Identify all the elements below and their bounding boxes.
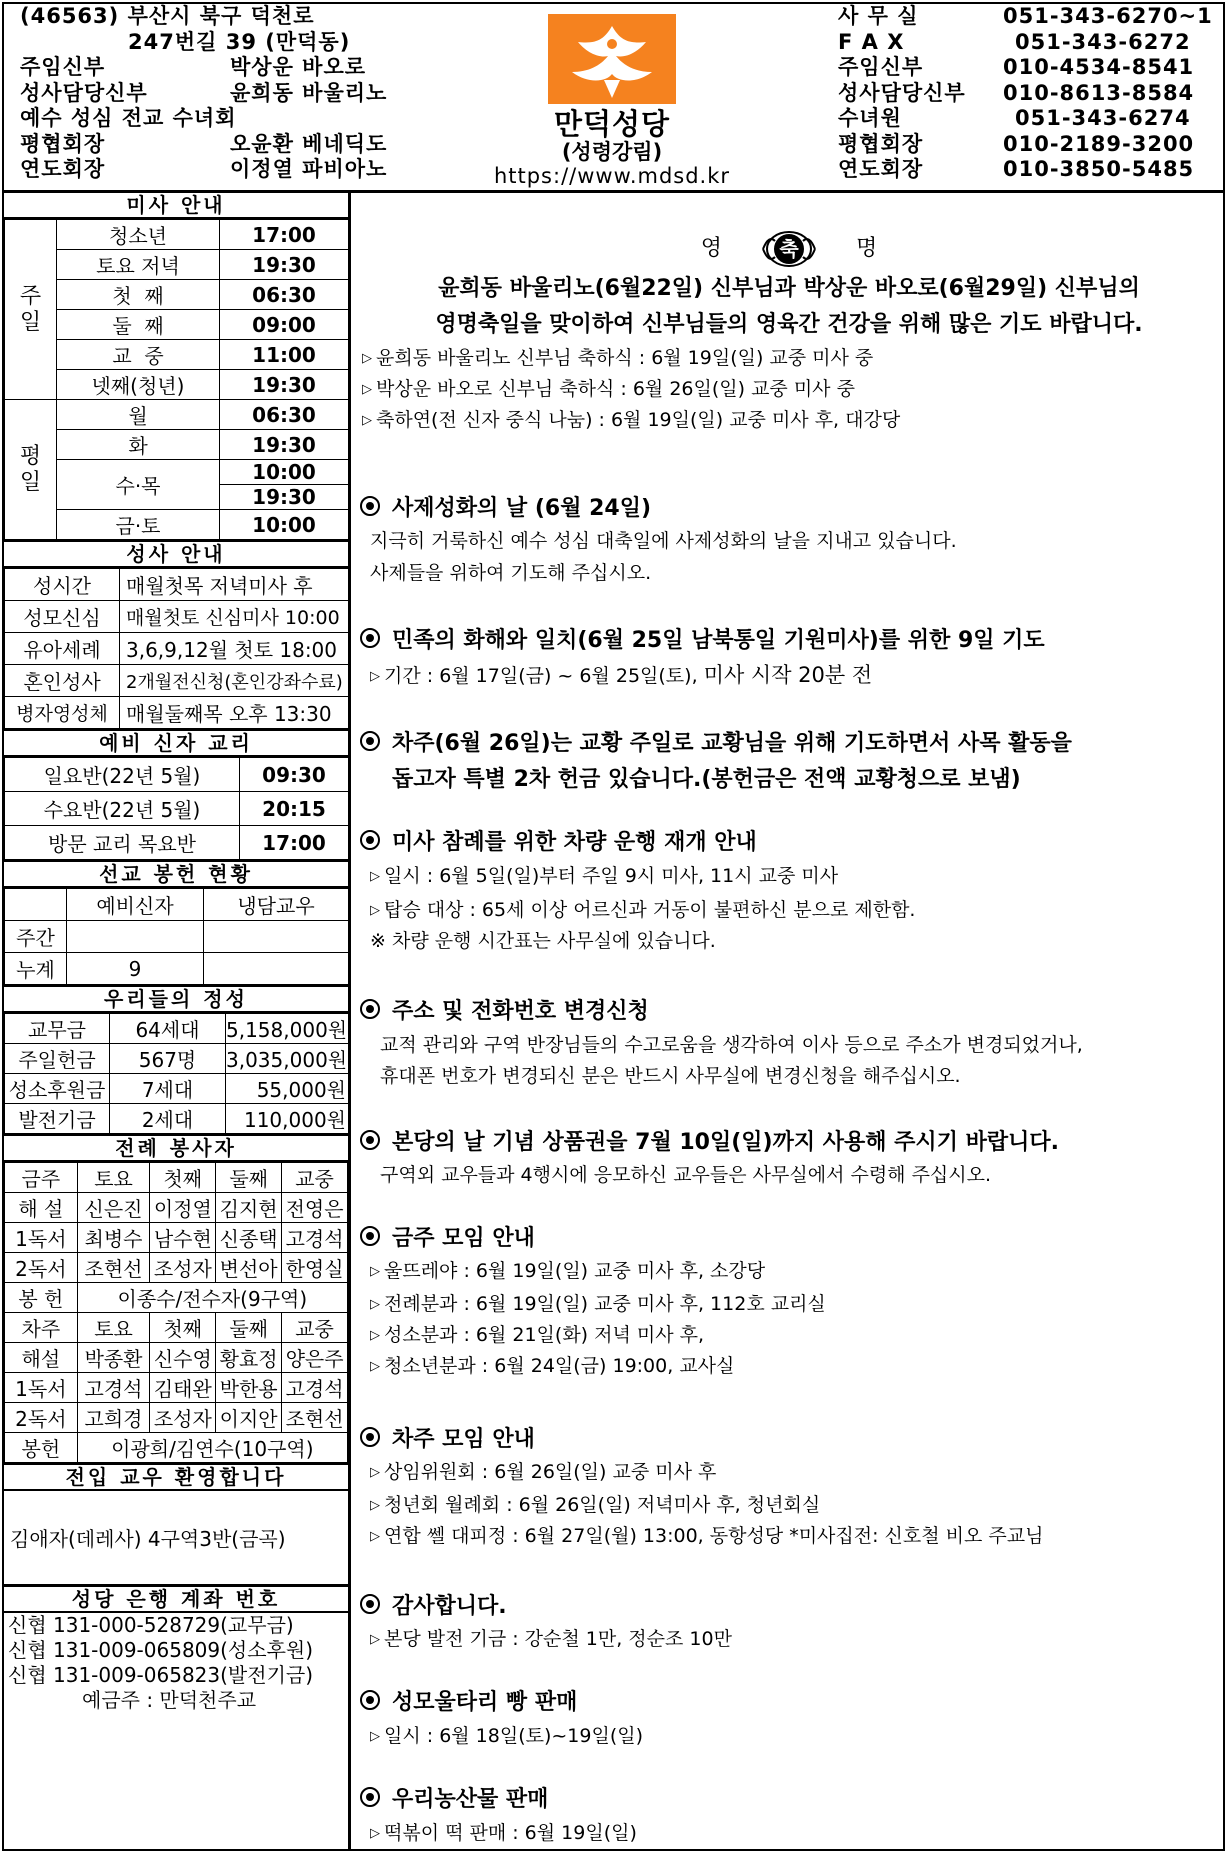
sacrament-name: 혼인성사 xyxy=(5,665,120,697)
liturgy-person: 고경석 xyxy=(77,1373,150,1403)
bullet-circle-icon xyxy=(360,1130,380,1150)
liturgy-person: 조현선 xyxy=(77,1253,150,1283)
priest-day-notice xyxy=(356,494,1222,587)
catechism-name: 일요반(22년 5월) xyxy=(5,758,240,792)
mass-name: 교 중 xyxy=(57,340,220,370)
notice-heading: 사제성화의 날 (6월 24일) xyxy=(356,494,1222,524)
liturgy-role: 해 설 xyxy=(5,1193,78,1223)
staff-name: 오윤환 베네딕도 xyxy=(230,131,388,156)
catechism-time: 17:00 xyxy=(240,826,349,860)
notice-line: 사제들을 위하여 기도해 주십시오. xyxy=(370,562,652,584)
notice-heading: 감사합니다. xyxy=(356,1592,1222,1622)
liturgy-person: 황효정 xyxy=(216,1343,282,1373)
notice-heading: 주소 및 전화번호 변경신청 xyxy=(356,997,1222,1027)
liturgy-person: 조성자 xyxy=(150,1253,216,1283)
mission-row-label: 주간 xyxy=(5,921,67,953)
offering-amount: 55,000원 xyxy=(226,1074,349,1104)
thanks-notice xyxy=(356,1592,1222,1657)
sacrament-value: 매월첫목 저녁미사 후 xyxy=(120,569,349,601)
celebration-title: 영 축 명 xyxy=(356,229,1222,269)
parish-subtitle: (성령강림) xyxy=(561,140,663,164)
staff-role: 성사담당신부 xyxy=(20,80,148,105)
staff-row xyxy=(20,132,420,158)
catechism-time: 09:30 xyxy=(240,758,349,792)
mission-col-head: 냉담교우 xyxy=(204,889,349,921)
notice-line: 휴대폰 번호가 변경되신 분은 반드시 사무실에 변경신청을 해주십시오. xyxy=(380,1065,961,1087)
liturgy-head: 둘째 xyxy=(216,1163,282,1193)
celebration-line: 윤희동 바울리노(6월22일) 신부님과 박상운 바오로(6월29일) 신부님의 xyxy=(438,276,1140,301)
notice-note: ※ 차량 운행 시간표는 사무실에 있습니다. xyxy=(370,930,716,952)
liturgy-person: 남수현 xyxy=(150,1223,216,1253)
notice-line: 교적 관리와 구역 반장님들의 수고로움을 생각하여 이사 등으로 주소가 변경되었거나, xyxy=(380,1034,1083,1056)
liturgy-person: 고희경 xyxy=(77,1403,150,1433)
contact-label: 성사담당신부 xyxy=(838,80,966,105)
mass-name: 토요 저녁 xyxy=(57,250,220,280)
bank-account: 신협 131-009-065809(성소후원) xyxy=(8,1638,314,1662)
bullet-circle-icon xyxy=(360,496,380,516)
welcome-section-title: 전입 교우 환영합니다 xyxy=(4,1463,348,1491)
contact-label: 주임신부 xyxy=(838,55,924,79)
liturgy-offer-value: 이종수/전수자(9구역) xyxy=(77,1283,347,1313)
contact-label: 평협회장 xyxy=(838,131,924,156)
notice-heading: 민족의 화해와 일치(6월 25일 남북통일 기원미사)를 위한 9일 기도 xyxy=(356,626,1222,656)
bullet-circle-icon xyxy=(360,628,380,648)
parish-logo-block xyxy=(482,4,742,188)
mass-time: 11:00 xyxy=(220,340,349,370)
staff-name: 윤희동 바울리노 xyxy=(230,80,388,105)
mass-time: 06:30 xyxy=(220,400,349,430)
bullet-circle-icon xyxy=(360,731,380,751)
sacrament-name: 유아세례 xyxy=(5,633,120,665)
liturgy-role: 해설 xyxy=(5,1343,78,1373)
notice-item: ▷ 울뜨레야 : 6월 19일(일) 교중 미사 후, 소강당 xyxy=(370,1260,766,1282)
staff-role: 연도회장 xyxy=(20,157,106,181)
contact-label: 사 무 실 xyxy=(838,4,919,28)
liturgy-head: 둘째 xyxy=(216,1313,282,1343)
liturgy-head: 차주 xyxy=(5,1313,78,1343)
liturgy-head: 토요 xyxy=(77,1163,150,1193)
contact-row xyxy=(838,132,1218,158)
liturgy-head: 첫째 xyxy=(150,1313,216,1343)
offering-name: 교무금 xyxy=(5,1014,110,1044)
bullet-circle-icon xyxy=(360,1226,380,1246)
offering-count: 64세대 xyxy=(110,1014,226,1044)
contact-label: F A X xyxy=(838,29,905,54)
offering-section-title: 우리들의 정성 xyxy=(4,985,348,1013)
mass-time: 17:00 xyxy=(220,220,349,250)
notice-line: 지극히 거룩하신 예수 성심 대축일에 사제성화의 날을 지내고 있습니다. xyxy=(370,530,957,552)
liturgy-role: 2독서 xyxy=(5,1403,78,1433)
celebration-line: 영명축일을 맞이하여 신부님들의 영육간 건강을 위해 많은 기도 바랍니다. xyxy=(435,312,1143,337)
catechism-table xyxy=(4,757,349,860)
reconciliation-notice xyxy=(356,626,1222,696)
bullet-circle-icon xyxy=(360,999,380,1019)
weekday-label: 평 일 xyxy=(5,400,57,540)
offering-count: 7세대 xyxy=(110,1074,226,1104)
staff-name: 박상운 바오로 xyxy=(230,55,367,79)
offering-amount: 3,035,000원 xyxy=(226,1044,349,1074)
mass-time: 10:00 xyxy=(220,510,349,540)
shuttle-notice xyxy=(356,828,1222,956)
mass-name: 첫 째 xyxy=(57,280,220,310)
mission-value: 9 xyxy=(67,953,204,985)
contact-row xyxy=(838,30,1218,56)
liturgy-person: 신은진 xyxy=(77,1193,150,1223)
staff-name: 이정열 파비아노 xyxy=(230,157,388,181)
liturgy-head: 교중 xyxy=(282,1313,348,1343)
liturgy-offer-value: 이광희/김연수(10구역) xyxy=(77,1433,347,1463)
contact-row xyxy=(838,157,1218,183)
offering-count: 2세대 xyxy=(110,1104,226,1134)
sacrament-name: 성모신심 xyxy=(5,601,120,633)
sacrament-name: 성시간 xyxy=(5,569,120,601)
parish-name: 만덕성당 xyxy=(553,107,671,141)
liturgy-person: 이지안 xyxy=(216,1403,282,1433)
notice-item: ▷ 탑승 대상 : 65세 이상 어르신과 거동이 불편하신 분으로 제한함. xyxy=(370,899,916,921)
mission-table xyxy=(4,888,349,985)
notice-heading: 차주 모임 안내 xyxy=(356,1425,1222,1455)
notice-heading: 금주 모임 안내 xyxy=(356,1224,1222,1254)
staff-role: 주임신부 xyxy=(20,55,106,79)
mass-section-title: 미사 안내 xyxy=(4,193,348,219)
notice-item: ▷ 일시 : 6월 5일(일)부터 주일 9시 미사, 11시 교중 미사 xyxy=(370,865,839,887)
bullet-circle-icon xyxy=(360,1690,380,1710)
notice-heading: 본당의 날 기념 상품권을 7월 10일(일)까지 사용해 주시기 바랍니다. xyxy=(356,1128,1222,1158)
mass-time: 06:30 xyxy=(220,280,349,310)
catechism-name: 방문 교리 목요반 xyxy=(5,826,240,860)
bullet-circle-icon xyxy=(360,1594,380,1614)
notice-item: ▷ 기간 : 6월 17일(금) ~ 6월 25일(토), 미사 시작 20분 전 xyxy=(370,663,873,687)
liturgy-section-title: 전례 봉사자 xyxy=(4,1134,348,1162)
bank-account: 신협 131-009-065823(발전기금) xyxy=(8,1663,314,1687)
bullet-circle-icon xyxy=(360,1787,380,1807)
offering-name: 주일헌금 xyxy=(5,1044,110,1074)
mass-table xyxy=(4,219,349,540)
mass-name: 월 xyxy=(57,400,220,430)
contact-row xyxy=(838,106,1218,132)
produce-sale-notice xyxy=(356,1785,1222,1852)
mission-empty-cell xyxy=(5,889,67,921)
celebration-notice xyxy=(356,229,1222,436)
staff-row xyxy=(20,106,420,132)
notice-item: ▷ 연합 쎌 대피정 : 6월 27일(월) 13:00, 동항성당 *미사집전: 신호철 비오 주교님 xyxy=(370,1525,1044,1547)
mass-name: 화 xyxy=(57,430,220,460)
celebration-badge-icon: 축 xyxy=(757,229,821,269)
offering-amount: 5,158,000원 xyxy=(226,1014,349,1044)
holy-spirit-dove-logo-icon xyxy=(548,14,676,104)
mass-name: 청소년 xyxy=(57,220,220,250)
contact-phone: 051-343-6272 xyxy=(1015,29,1191,54)
address-line1: (46563) 부산시 북구 덕천로 xyxy=(20,4,315,28)
notice-line: 구역외 교우들과 4행시에 응모하신 교우들은 사무실에서 수령해 주십시오. xyxy=(380,1164,992,1186)
liturgy-person: 변선아 xyxy=(216,1253,282,1283)
mass-name: 넷째(청년) xyxy=(57,370,220,400)
liturgy-role: 2독서 xyxy=(5,1253,78,1283)
sacrament-value: 2개월전신청(혼인강좌수료) xyxy=(120,665,349,697)
contact-phone: 010-3850-5485 xyxy=(1003,157,1195,181)
liturgy-role: 봉헌 xyxy=(5,1433,78,1463)
notice-heading: 차주(6월 26일)는 교황 주일로 교황님을 위해 기도하면서 사목 활동을 xyxy=(356,726,1222,762)
celebration-item: ▷ 윤희동 바울리노 신부님 축하식 : 6월 19일(일) 교중 미사 중 xyxy=(362,347,874,369)
notice-item: ▷ 떡볶이 떡 판매 : 6월 19일(일) xyxy=(370,1822,637,1844)
liturgy-person: 양은주 xyxy=(282,1343,348,1373)
address-change-notice xyxy=(356,997,1222,1089)
liturgy-person: 신수영 xyxy=(150,1343,216,1373)
address-line2: 247번길 39 (만덕동) xyxy=(128,29,351,54)
liturgy-role: 1독서 xyxy=(5,1373,78,1403)
staff-row xyxy=(20,55,420,81)
staff-row xyxy=(20,157,420,183)
offering-amount: 110,000원 xyxy=(226,1104,349,1134)
liturgy-person: 김지현 xyxy=(216,1193,282,1223)
column-divider xyxy=(348,193,351,1849)
voucher-notice xyxy=(356,1128,1222,1192)
mass-time: 19:30 xyxy=(220,250,349,280)
mission-value xyxy=(204,953,349,985)
contact-phone: 051-343-6270~1 xyxy=(1003,4,1213,28)
notice-item: ▷ 상임위원회 : 6월 26일(일) 교중 미사 후 xyxy=(370,1461,717,1483)
contact-phone: 010-4534-8541 xyxy=(1003,55,1195,79)
welcome-text: 김애자(데레사) 4구역3반(금곡) xyxy=(4,1491,348,1585)
notice-item: ▷ 전례분과 : 6월 19일(일) 교중 미사 후, 112호 교리실 xyxy=(370,1293,826,1315)
notice-item: ▷ 청소년분과 : 6월 24일(금) 19:00, 교사실 xyxy=(370,1355,735,1377)
notice-heading-continued: 돕고자 특별 2차 헌금 있습니다.(봉헌금은 전액 교황청으로 보냄) xyxy=(392,767,1021,792)
mass-time: 19:30 xyxy=(220,430,349,460)
liturgy-person: 박종환 xyxy=(77,1343,150,1373)
contact-row xyxy=(838,4,1218,30)
mass-time: 19:30 xyxy=(220,485,349,510)
celebration-item: ▷ 축하연(전 신자 중식 나눔) : 6월 19일(일) 교중 미사 후, 대강당 xyxy=(362,409,901,431)
contact-phone: 010-2189-3200 xyxy=(1003,131,1195,156)
liturgy-person: 고경석 xyxy=(282,1223,348,1253)
liturgy-person: 조성자 xyxy=(150,1403,216,1433)
bank-account: 신협 131-000-528729(교무금) xyxy=(8,1613,294,1637)
offering-count: 567명 xyxy=(110,1044,226,1074)
sunday-label: 주 일 xyxy=(5,220,57,400)
sacrament-table xyxy=(4,568,349,729)
mass-time: 10:00 xyxy=(220,460,349,485)
liturgy-person: 최병수 xyxy=(77,1223,150,1253)
parish-url-link[interactable]: https://www.mdsd.kr xyxy=(493,164,731,188)
liturgy-role: 봉 헌 xyxy=(5,1283,78,1313)
offering-name: 발전기금 xyxy=(5,1104,110,1134)
staff-row xyxy=(20,81,420,107)
liturgy-person: 신종택 xyxy=(216,1223,282,1253)
bullet-circle-icon xyxy=(360,1427,380,1447)
sacrament-value: 3,6,9,12월 첫토 18:00 xyxy=(120,633,349,665)
contact-label: 연도회장 xyxy=(838,157,924,181)
celebration-item: ▷ 박상운 바오로 신부님 축하식 : 6월 26일(일) 교중 미사 중 xyxy=(362,378,855,400)
liturgy-table xyxy=(4,1162,348,1463)
notice-item: ▷ 성소분과 : 6월 21일(화) 저녁 미사 후, xyxy=(370,1324,705,1346)
header-contacts xyxy=(838,4,1218,183)
notice-item: ▷ 일시 : 6월 18일(토)~19일(일) xyxy=(370,1725,644,1747)
bread-sale-notice xyxy=(356,1688,1222,1755)
mass-name: 둘 째 xyxy=(57,310,220,340)
header-left xyxy=(20,4,420,183)
staff-role: 평협회장 xyxy=(20,131,106,156)
bank-accounts xyxy=(4,1613,348,1713)
mission-col-head: 예비신자 xyxy=(67,889,204,921)
mission-value xyxy=(204,921,349,953)
liturgy-person: 한영실 xyxy=(282,1253,348,1283)
mission-row-label: 누계 xyxy=(5,953,67,985)
mass-time: 19:30 xyxy=(220,370,349,400)
left-column xyxy=(4,193,348,1849)
sacrament-value: 매월둘째목 오후 13:30 xyxy=(120,697,349,729)
notice-item: ▷ 청년회 월례회 : 6월 26일(일) 저녁미사 후, 청년회실 xyxy=(370,1494,821,1516)
liturgy-head: 첫째 xyxy=(150,1163,216,1193)
this-week-meetings-notice xyxy=(356,1224,1222,1382)
liturgy-head: 교중 xyxy=(282,1163,348,1193)
liturgy-person: 조현선 xyxy=(282,1403,348,1433)
catechism-section-title: 예비 신자 교리 xyxy=(4,729,348,757)
notice-heading: 성모울타리 빵 판매 xyxy=(356,1688,1222,1718)
mass-time: 09:00 xyxy=(220,310,349,340)
contact-row xyxy=(838,55,1218,81)
notice-item: ▷ 본당 발전 기금 : 강순철 1만, 정순조 10만 xyxy=(370,1628,732,1650)
mission-section-title: 선교 봉헌 현황 xyxy=(4,860,348,888)
offering-table xyxy=(4,1013,349,1134)
liturgy-head: 금주 xyxy=(5,1163,78,1193)
pope-notice xyxy=(356,726,1222,798)
next-week-meetings-notice xyxy=(356,1425,1222,1552)
staff-role: 예수 성심 전교 수녀회 xyxy=(20,106,237,130)
catechism-time: 20:15 xyxy=(240,792,349,826)
contact-phone: 051-343-6274 xyxy=(1015,106,1191,130)
liturgy-role: 1독서 xyxy=(5,1223,78,1253)
mass-name: 수·목 xyxy=(57,460,220,510)
bullet-circle-icon xyxy=(360,830,380,850)
liturgy-person: 고경석 xyxy=(282,1373,348,1403)
sacrament-value: 매월첫토 신심미사 10:00 xyxy=(120,601,349,633)
offering-name: 성소후원금 xyxy=(5,1074,110,1104)
catechism-name: 수요반(22년 5월) xyxy=(5,792,240,826)
contact-phone: 010-8613-8584 xyxy=(1003,80,1195,105)
mass-name: 금·토 xyxy=(57,510,220,540)
sacrament-name: 병자영성체 xyxy=(5,697,120,729)
liturgy-person: 김태완 xyxy=(150,1373,216,1403)
sacrament-section-title: 성사 안내 xyxy=(4,540,348,568)
liturgy-person: 전영은 xyxy=(282,1193,348,1223)
bank-section-title: 성당 은행 계좌 번호 xyxy=(4,1585,348,1613)
notice-heading: 우리농산물 판매 xyxy=(356,1785,1222,1815)
liturgy-head: 토요 xyxy=(77,1313,150,1343)
liturgy-person: 이정열 xyxy=(150,1193,216,1223)
notice-heading: 미사 참례를 위한 차량 운행 재개 안내 xyxy=(356,828,1222,858)
mission-value xyxy=(67,921,204,953)
contact-row xyxy=(838,81,1218,107)
contact-label: 수녀원 xyxy=(838,106,902,130)
bank-holder: 예금주 : 만덕천주교 xyxy=(82,1688,257,1712)
liturgy-person: 박한용 xyxy=(216,1373,282,1403)
